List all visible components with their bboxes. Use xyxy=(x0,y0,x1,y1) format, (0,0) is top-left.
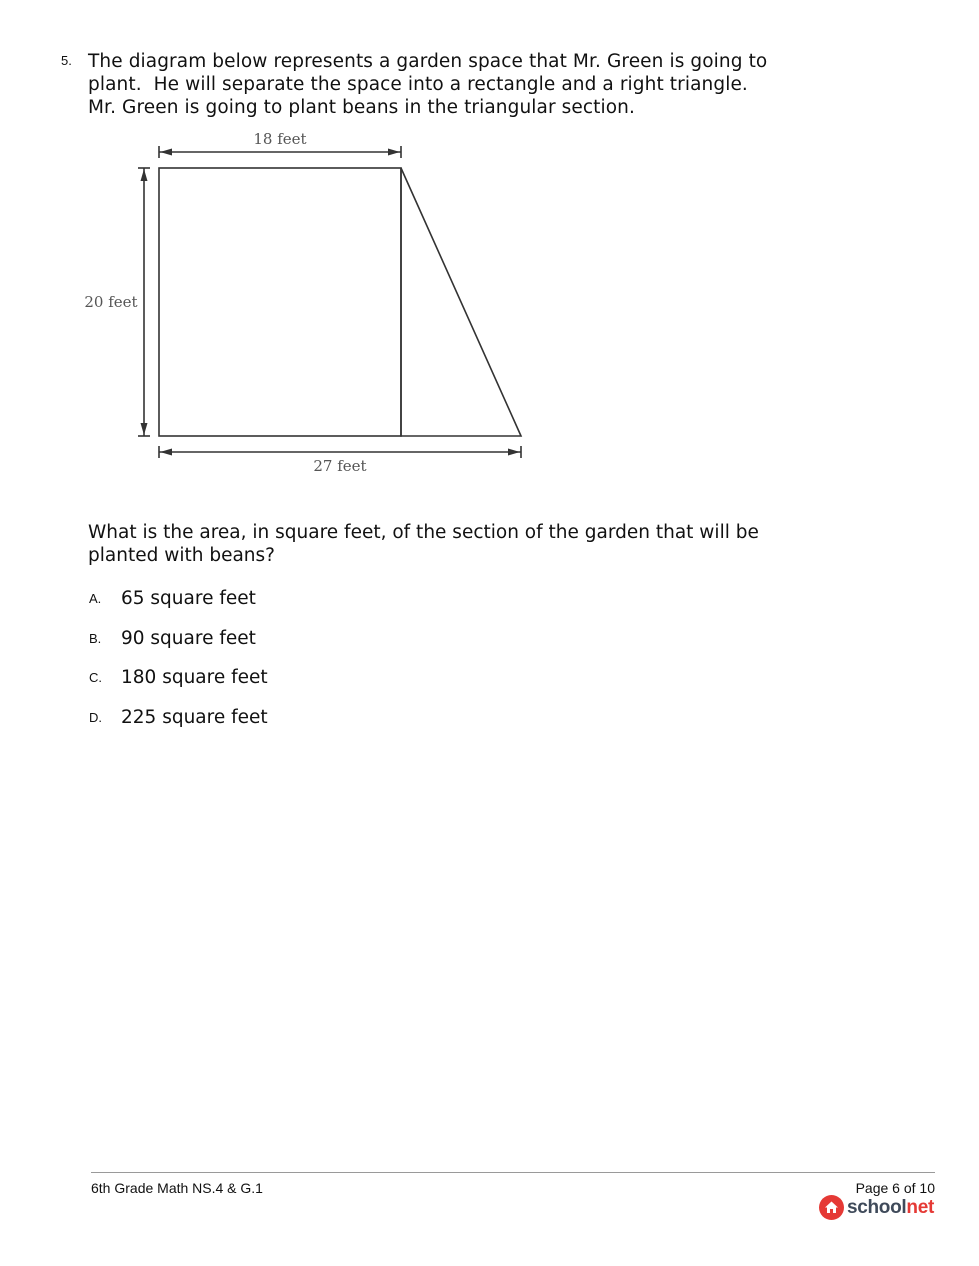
question-stem-line: Mr. Green is going to plant beans in the triangular section. xyxy=(88,97,635,118)
question-prompt xyxy=(88,521,868,567)
choice-letter: B. xyxy=(89,630,102,646)
footer-page-number: Page 6 of 10 xyxy=(855,1180,935,1196)
choice-text: 90 square feet xyxy=(121,627,256,649)
arrow-head xyxy=(388,149,400,156)
footer-divider xyxy=(91,1172,935,1173)
choice-letter: A. xyxy=(89,591,102,606)
arrow-head xyxy=(141,423,148,435)
schoolnet-logo xyxy=(819,1195,934,1220)
bottom-dimension-label: 27 feet xyxy=(313,457,367,475)
choice-letter: C. xyxy=(89,670,102,685)
question-prompt-line: planted with beans? xyxy=(88,545,275,566)
garden-diagram xyxy=(80,125,540,485)
house-icon xyxy=(819,1195,844,1220)
question-stem xyxy=(88,50,848,119)
logo-text-part: net xyxy=(906,1196,934,1218)
logo-text xyxy=(847,1197,934,1219)
question-prompt-line: What is the area, in square feet, of the section of the garden that will be xyxy=(88,522,759,543)
choice-letter: D. xyxy=(89,709,102,725)
arrow-head xyxy=(160,449,172,456)
left-dimension-label: 20 feet xyxy=(84,293,138,311)
footer-test-title: 6th Grade Math NS.4 & G.1 xyxy=(91,1180,263,1196)
garden-triangle xyxy=(401,168,521,436)
question-stem-line: The diagram below represents a garden space that Mr. Green is going to xyxy=(88,51,768,72)
choice-text: 180 square feet xyxy=(121,667,268,688)
question-number: 5. xyxy=(61,53,72,68)
arrow-head xyxy=(160,149,172,156)
garden-rectangle xyxy=(159,168,401,436)
top-dimension-label: 18 feet xyxy=(253,130,307,148)
question-stem-line: plant. He will separate the space into a rectangle and a right triangle. xyxy=(88,74,748,95)
left-dimension-line xyxy=(138,168,150,436)
choice-text: 65 square feet xyxy=(121,588,256,609)
choice-text: 225 square feet xyxy=(121,706,268,728)
arrow-head xyxy=(141,169,148,181)
arrow-head xyxy=(508,449,520,456)
logo-text-part: school xyxy=(846,1196,907,1218)
